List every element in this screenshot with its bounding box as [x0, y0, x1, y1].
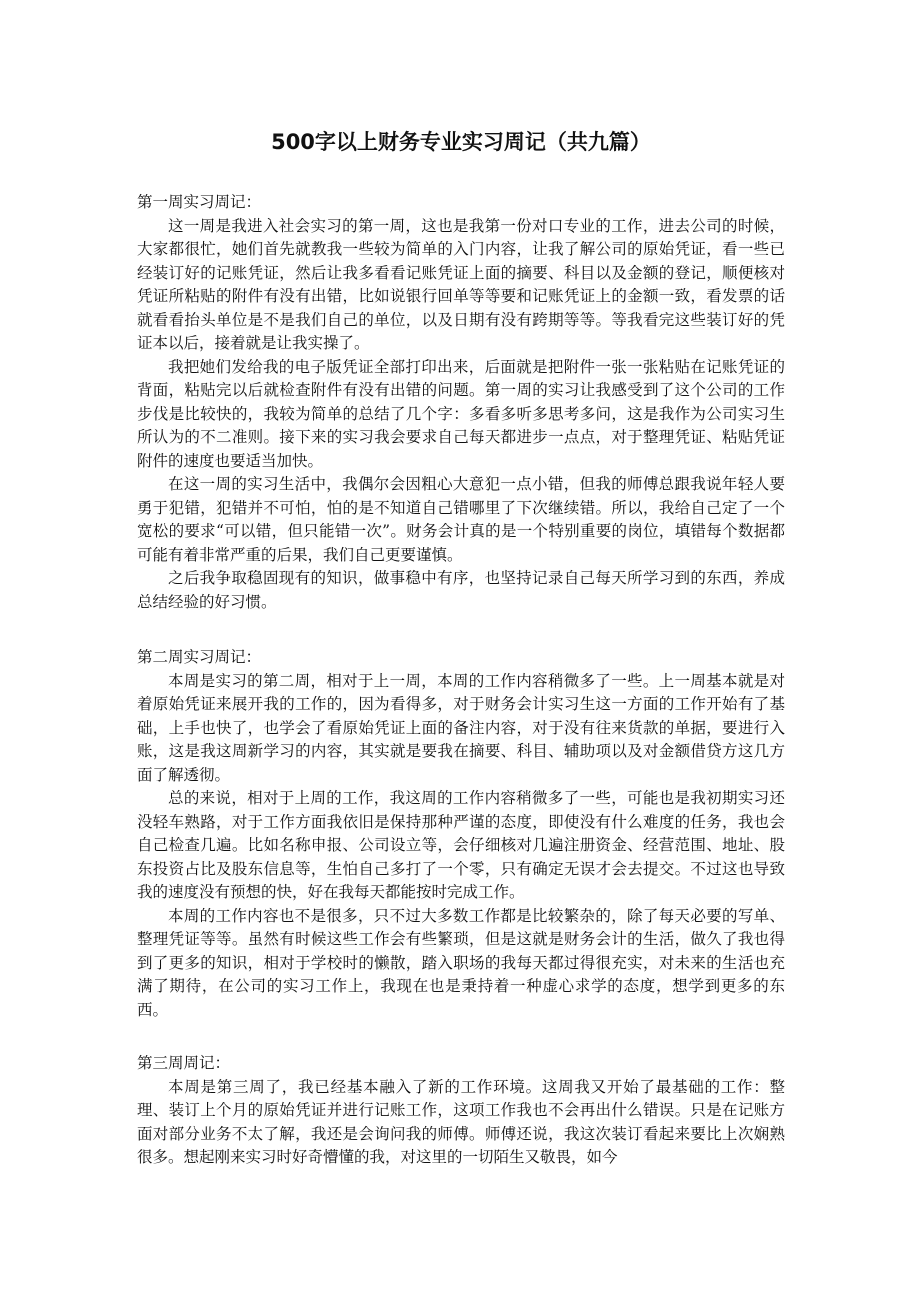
week-3-paragraph-1: 本周是第三周了，我已经基本融入了新的工作环境。这周我又开始了最基础的工作：整理、装订上个月的原始凭证并进行记账工作，这项工作我也不会再出什么错误。只是在记账方面对部分业务不太了解，我还是会询问我的师傅。师傅还说，我这次装订看起来要比上次娴熟很多。想起刚来实习时好奇懵懂的我，对这里的一切陌生又敬畏，如今: [137, 1077, 785, 1166]
week-2-heading: 第二周实习周记：: [137, 648, 262, 666]
week-1-paragraph-4: 之后我争取稳固现有的知识，做事稳中有序，也坚持记录自己每天所学习到的东西，养成总结经验的好习惯。: [137, 569, 785, 611]
document-title: 500字以上财务专业实习周记（共九篇）: [271, 130, 651, 154]
week-3-heading: 第三周周记：: [137, 1054, 231, 1072]
week-1-section: [137, 191, 785, 614]
week-2-paragraph-2: 总的来说，相对于上周的工作，我这周的工作内容稍微多了一些，可能也是我初期实习还没轻车熟路，对于工作方面我依旧是保持那种严谨的态度，即使没有什么难度的任务，我也会自己检查几遍。比如名称申报、公司设立等，会仔细核对几遍注册资金、经营范围、地址、股东投资占比及股东信息等，生怕自己多打了一个零，只有确定无误才会去提交。不过这也导致我的速度没有预想的快，好在我每天都能按时完成工作。: [137, 789, 785, 901]
week-1-paragraph-2: 我把她们发给我的电子版凭证全部打印出来，后面就是把附件一张一张粘贴在记账凭证的背面，粘贴完以后就检查附件有没有出错的问题。第一周的实习让我感受到了这个公司的工作步伐是比较快的，我较为简单的总结了几个字：多看多听多思考多问，这是我作为公司实习生所认为的不二准则。接下来的实习我会要求自己每天都进步一点点，对于整理凭证、粘贴凭证附件的速度也要适当加快。: [137, 357, 785, 470]
week-2-paragraph-3: 本周的工作内容也不是很多，只不过大多数工作都是比较繁杂的，除了每天必要的写单、整理凭证等等。虽然有时候这些工作会有些繁琐，但是这就是财务会计的生活，做久了我也得到了更多的知识，相对于学校时的懒散，踏入职场的我每天都过得很充实，对未来的生活也充满了期待，在公司的实习工作上，我现在也是秉持着一种虚心求学的态度，想学到更多的东西。: [137, 906, 785, 1019]
week-3-section: [137, 1052, 785, 1170]
week-1-heading: 第一周实习周记：: [137, 193, 262, 211]
week-2-section: [137, 646, 785, 1022]
week-2-paragraph-1: 本周是实习的第二周，相对于上一周，本周的工作内容稍微多了一些。上一周基本就是对着原始凭证来展开我的工作的，因为看得多，对于财务会计实习生这一方面的工作开始有了基础，上手也快了，也学会了看原始凭证上面的备注内容，对于没有往来货款的单据，要进行入账，这是我这周新学习的内容，其实就是要我在摘要、科目、辅助项以及对金额借贷方这几方面了解透彻。: [137, 671, 785, 784]
week-1-paragraph-3: 在这一周的实习生活中，我偶尔会因粗心大意犯一点小错，但我的师傅总跟我说年轻人要勇于犯错，犯错并不可怕，怕的是不知道自己错哪里了下次继续错。所以，我给自己定了一个宽松的要求“可以错，但只能错一次”。财务会计真的是一个特别重要的岗位，填错每个数据都可能有着非常严重的后果，我们自己更要谨慎。: [137, 475, 785, 564]
week-1-paragraph-1: 这一周是我进入社会实习的第一周，这也是我第一份对口专业的工作，进去公司的时候，大家都很忙，她们首先就教我一些较为简单的入门内容，让我了解公司的原始凭证，看一些已经装订好的记账凭证，然后让我多看看记账凭证上面的摘要、科目以及金额的登记，顺便核对凭证所粘贴的附件有没有出错，比如说银行回单等等要和记账凭证上的金额一致，看发票的话就看看抬头单位是不是我们自己的单位，以及日期有没有跨期等等。等我看完这些装订好的凭证本以后，接着就是让我实操了。: [137, 216, 785, 352]
document-page: [137, 0, 785, 1301]
